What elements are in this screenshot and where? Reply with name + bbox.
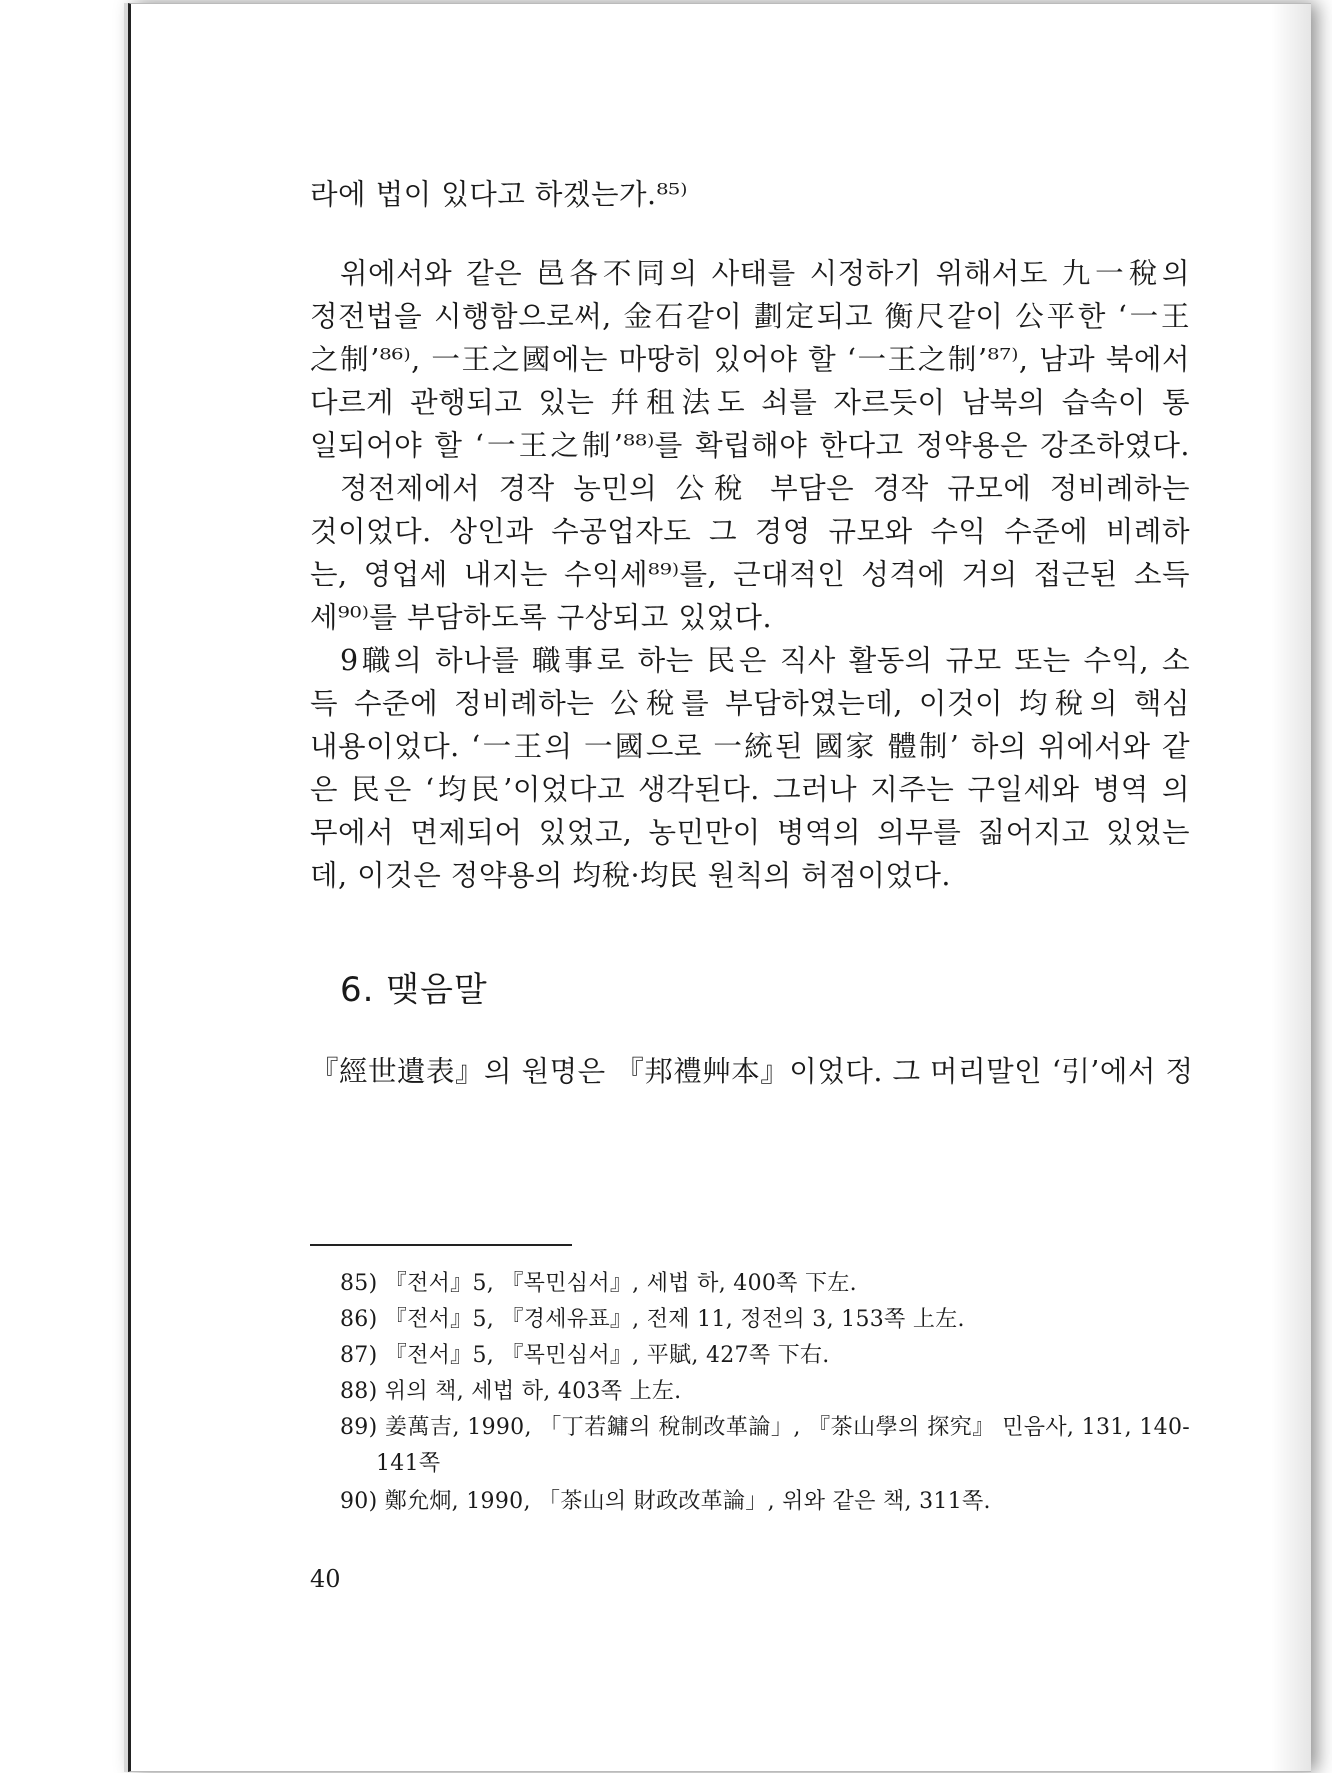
body-line: 다르게 관행되고 있는 幷租法도 쇠를 자르듯이 남북의 습속이 통 bbox=[310, 386, 1190, 419]
body-line: 之制’⁸⁶⁾, 一王之國에는 마땅히 있어야 할 ‘一王之制’⁸⁷⁾, 남과 북에서 bbox=[310, 343, 1190, 376]
footnote: 87) 『전서』5, 『목민심서』, 平賦, 427쪽 下右. bbox=[340, 1343, 830, 1368]
body-line: 는, 영업세 내지는 수익세⁸⁹⁾를, 근대적인 성격에 거의 접근된 소득 bbox=[310, 558, 1190, 591]
body-line: 위에서와 같은 邑各不同의 사태를 시정하기 위해서도 九一稅의 bbox=[340, 257, 1190, 290]
footnote: 90) 鄭允炯, 1990, 「茶山의 財政改革論」, 위와 같은 책, 311쪽. bbox=[340, 1489, 991, 1514]
section-first-line: 『經世遺表』의 원명은 『邦禮艸本』이었다. 그 머리말인 ‘引’에서 정 bbox=[310, 1055, 1194, 1088]
footnote-continuation: 141쪽 bbox=[376, 1451, 441, 1476]
footnote: 86) 『전서』5, 『경세유표』, 전제 11, 정전의 3, 153쪽 上左. bbox=[340, 1307, 965, 1332]
body-line: 은 民은 ‘均民’이었다고 생각된다. 그러나 지주는 구일세와 병역 의 bbox=[310, 773, 1190, 806]
body-line: 득 수준에 정비례하는 公稅를 부담하였는데, 이것이 均稅의 핵심 bbox=[310, 687, 1190, 720]
body-line: 데, 이것은 정약용의 均稅·均民 원칙의 허점이었다. bbox=[310, 859, 951, 892]
section-heading: 6. 맺음말 bbox=[340, 970, 488, 1010]
page-number: 40 bbox=[310, 1565, 341, 1593]
footnote-divider bbox=[310, 1244, 572, 1246]
body-line: 내용이었다. ‘一王의 一國으로 一統된 國家 體制’ 하의 위에서와 같 bbox=[310, 730, 1190, 763]
body-line: 일되어야 할 ‘一王之制’⁸⁸⁾를 확립해야 한다고 정약용은 강조하였다. bbox=[310, 429, 1190, 462]
footnote: 88) 위의 책, 세법 하, 403쪽 上左. bbox=[340, 1379, 682, 1404]
body-line: 정전법을 시행함으로써, 金石같이 劃定되고 衡尺같이 公平한 ‘一王 bbox=[310, 300, 1190, 333]
body-line: 라에 법이 있다고 하겠는가.⁸⁵⁾ bbox=[310, 178, 688, 211]
book-page bbox=[128, 3, 1311, 1772]
body-line: 정전제에서 경작 농민의 公稅 부담은 경작 규모에 정비례하는 bbox=[340, 472, 1190, 505]
footnote: 85) 『전서』5, 『목민심서』, 세법 하, 400쪽 下左. bbox=[340, 1271, 857, 1296]
body-line: 무에서 면제되어 있었고, 농민만이 병역의 의무를 짊어지고 있었는 bbox=[310, 816, 1190, 849]
body-line: 9職의 하나를 職事로 하는 民은 직사 활동의 규모 또는 수익, 소 bbox=[340, 644, 1190, 677]
body-line: 것이었다. 상인과 수공업자도 그 경영 규모와 수익 수준에 비례하 bbox=[310, 515, 1190, 548]
body-line: 세⁹⁰⁾를 부담하도록 구상되고 있었다. bbox=[310, 601, 773, 634]
footnote: 89) 姜萬吉, 1990, 「丁若鏞의 稅制改革論」, 『茶山學의 探究』 민음사, 131, 140- bbox=[340, 1415, 1190, 1440]
